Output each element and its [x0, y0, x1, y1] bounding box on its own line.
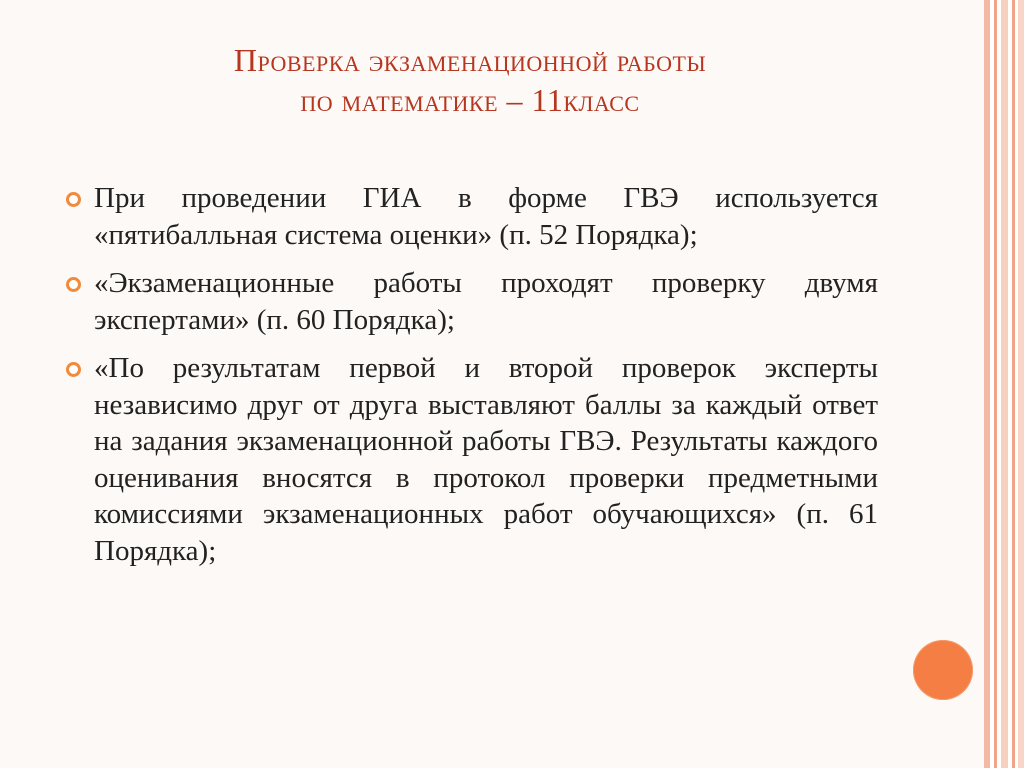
bullet-list — [94, 180, 878, 581]
stripe — [1001, 0, 1008, 768]
list-item — [94, 180, 878, 253]
list-item-text: «По результатам первой и второй проверок эксперты независимо друг от друга выставляют баллы за каждый ответ на задания экзаменационной работы ГВЭ. Результаты каждого оценивания вносятся в протокол проверки предметными комиссиями экзаменационных работ обучающихся» (п. 61 Порядка); — [94, 352, 878, 567]
stripe — [1018, 0, 1024, 768]
ring-bullet-icon — [66, 277, 81, 292]
stripe — [994, 0, 997, 768]
ring-bullet-icon — [66, 362, 81, 377]
ring-bullet-icon — [66, 192, 81, 207]
stripe — [984, 0, 990, 768]
title-line-1: Проверка экзаменационной работы — [233, 42, 707, 78]
list-item-text: При проведении ГИА в форме ГВЭ используется «пятибалльная система оценки» (п. 52 Порядка); — [94, 182, 878, 251]
list-item-text: «Экзаменационные работы проходят проверку двумя экспертами» (п. 60 Порядка); — [94, 267, 878, 336]
stripe — [1012, 0, 1015, 768]
title-line-2: по математике – 11класс — [300, 82, 640, 118]
list-item — [94, 265, 878, 338]
slide-title — [60, 40, 880, 120]
list-item — [94, 350, 878, 569]
decorative-stripes — [984, 0, 1024, 768]
orange-circle-icon — [913, 640, 973, 700]
